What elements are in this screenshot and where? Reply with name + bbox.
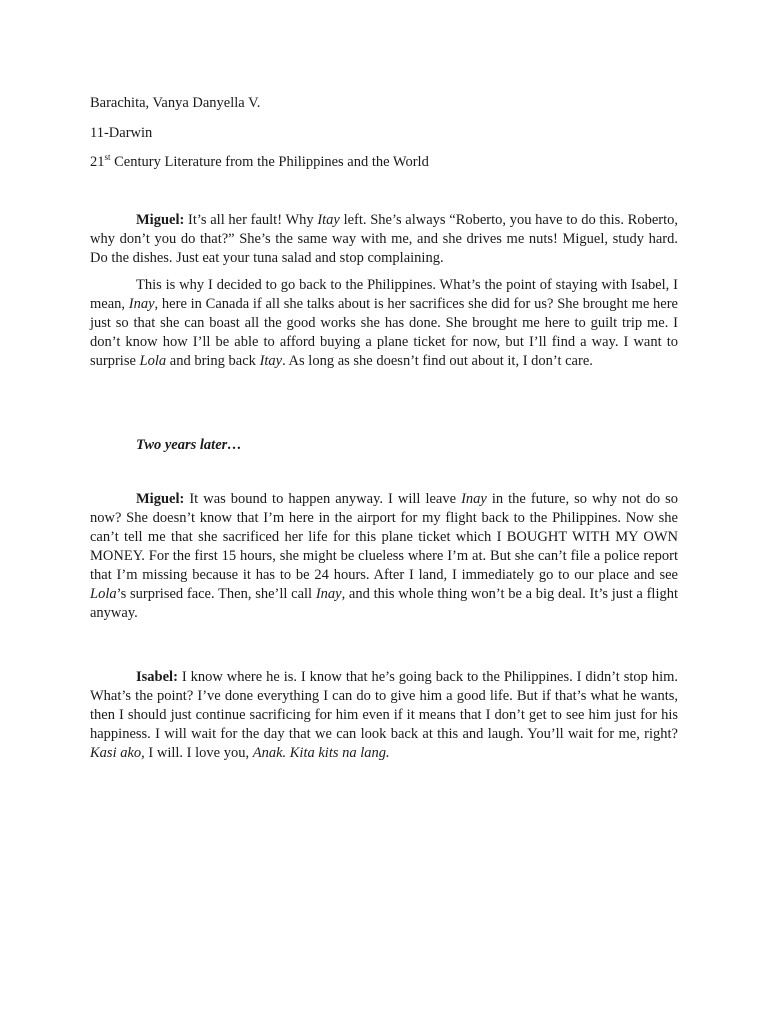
italic-term: Inay — [315, 586, 342, 602]
paragraph-miguel-monologue-3 — [90, 490, 678, 623]
paragraph-text: , here in Canada if all she talks about is her sacrifices she did for us? She brought me here just so that she can boast all the good works she has done. She brought me here to guilt trip me. I don’t know how I’ll be able to afford buying a plane ticket for now, but I’ll find a way. I want to surprise — [90, 296, 678, 369]
paragraph-text: This is why I decided to go back to the Philippines. What’s the point of staying with Isabel, I mean, — [90, 277, 678, 312]
speaker-label: Miguel: — [136, 491, 185, 507]
paragraph-isabel-monologue — [90, 668, 678, 763]
speaker-label: Miguel: — [136, 212, 185, 228]
subject-title — [90, 153, 429, 171]
subject-ordinal-suffix: st — [104, 152, 111, 162]
italic-term: Kasi ako, — [90, 745, 145, 761]
paragraph-text: . As long as she doesn’t find out about it, I don’t care. — [282, 353, 593, 369]
italic-term: Itay — [259, 353, 283, 369]
italic-term: Lola — [139, 353, 167, 369]
author-name: Barachita, Vanya Danyella V. — [90, 95, 261, 111]
paragraph-text: left. She’s always “Roberto, you have to do this. Roberto, why don’t you do that?” She’s the same way with me, and she drives me nuts! Miguel, study hard. Do the dishes. Just eat your tuna salad and stop complaining. — [90, 212, 678, 266]
paragraph-text: It’s all her fault! Why — [184, 212, 318, 228]
class-section: 11-Darwin — [90, 125, 153, 141]
paragraph-text: and bring back — [166, 353, 260, 369]
time-skip-heading — [90, 436, 678, 455]
subject-ordinal-number: 21 — [90, 154, 105, 170]
italic-term: Anak. Kita kits na lang. — [252, 745, 390, 761]
italic-term: Lola — [90, 586, 117, 602]
paragraph-text: ’s surprised face. Then, she’ll call — [116, 586, 316, 602]
paragraph-text: , and this whole thing won’t be a big deal. It’s just a flight anyway. — [90, 586, 679, 621]
paragraph-text: in the future, so why not do so now? She doesn’t know that I’m here in the airport for my flight back to the Philippines. Now she can’t tell me that she sacrificed her life for this plane ticket which I BOUGHT WITH MY OWN MONEY. For the first 15 hours, she might be clueless where I’m at. But she can’t file a police report that I’m missing because it has to be 24 hours. After I land, I immediately go to our place and see — [90, 491, 678, 583]
time-skip-text: Two years later… — [136, 437, 242, 453]
paragraph-text: It was bound to happen anyway. I will leave — [184, 491, 462, 507]
italic-term: Itay — [317, 212, 340, 228]
subject-title-rest: Century Literature from the Philippines and the World — [110, 154, 429, 170]
italic-term: Inay — [128, 296, 155, 312]
italic-term: Inay — [461, 491, 487, 507]
paragraph-text: I will. I love you, — [144, 745, 253, 761]
paragraph-miguel-monologue-2 — [90, 276, 678, 371]
speaker-label: Isabel: — [136, 669, 178, 685]
paragraph-text: I know where he is. I know that he’s going back to the Philippines. I didn’t stop him. What’s the point? I’ve done everything I can do to give him a good life. But if that’s what he wants, then I should just continue sacrificing for him even if it means that I don’t get to see him just for his happiness. I will wait for the day that we can look back at this and laugh. You’ll wait for me, right? — [90, 669, 678, 742]
paragraph-miguel-monologue-1 — [90, 211, 678, 268]
